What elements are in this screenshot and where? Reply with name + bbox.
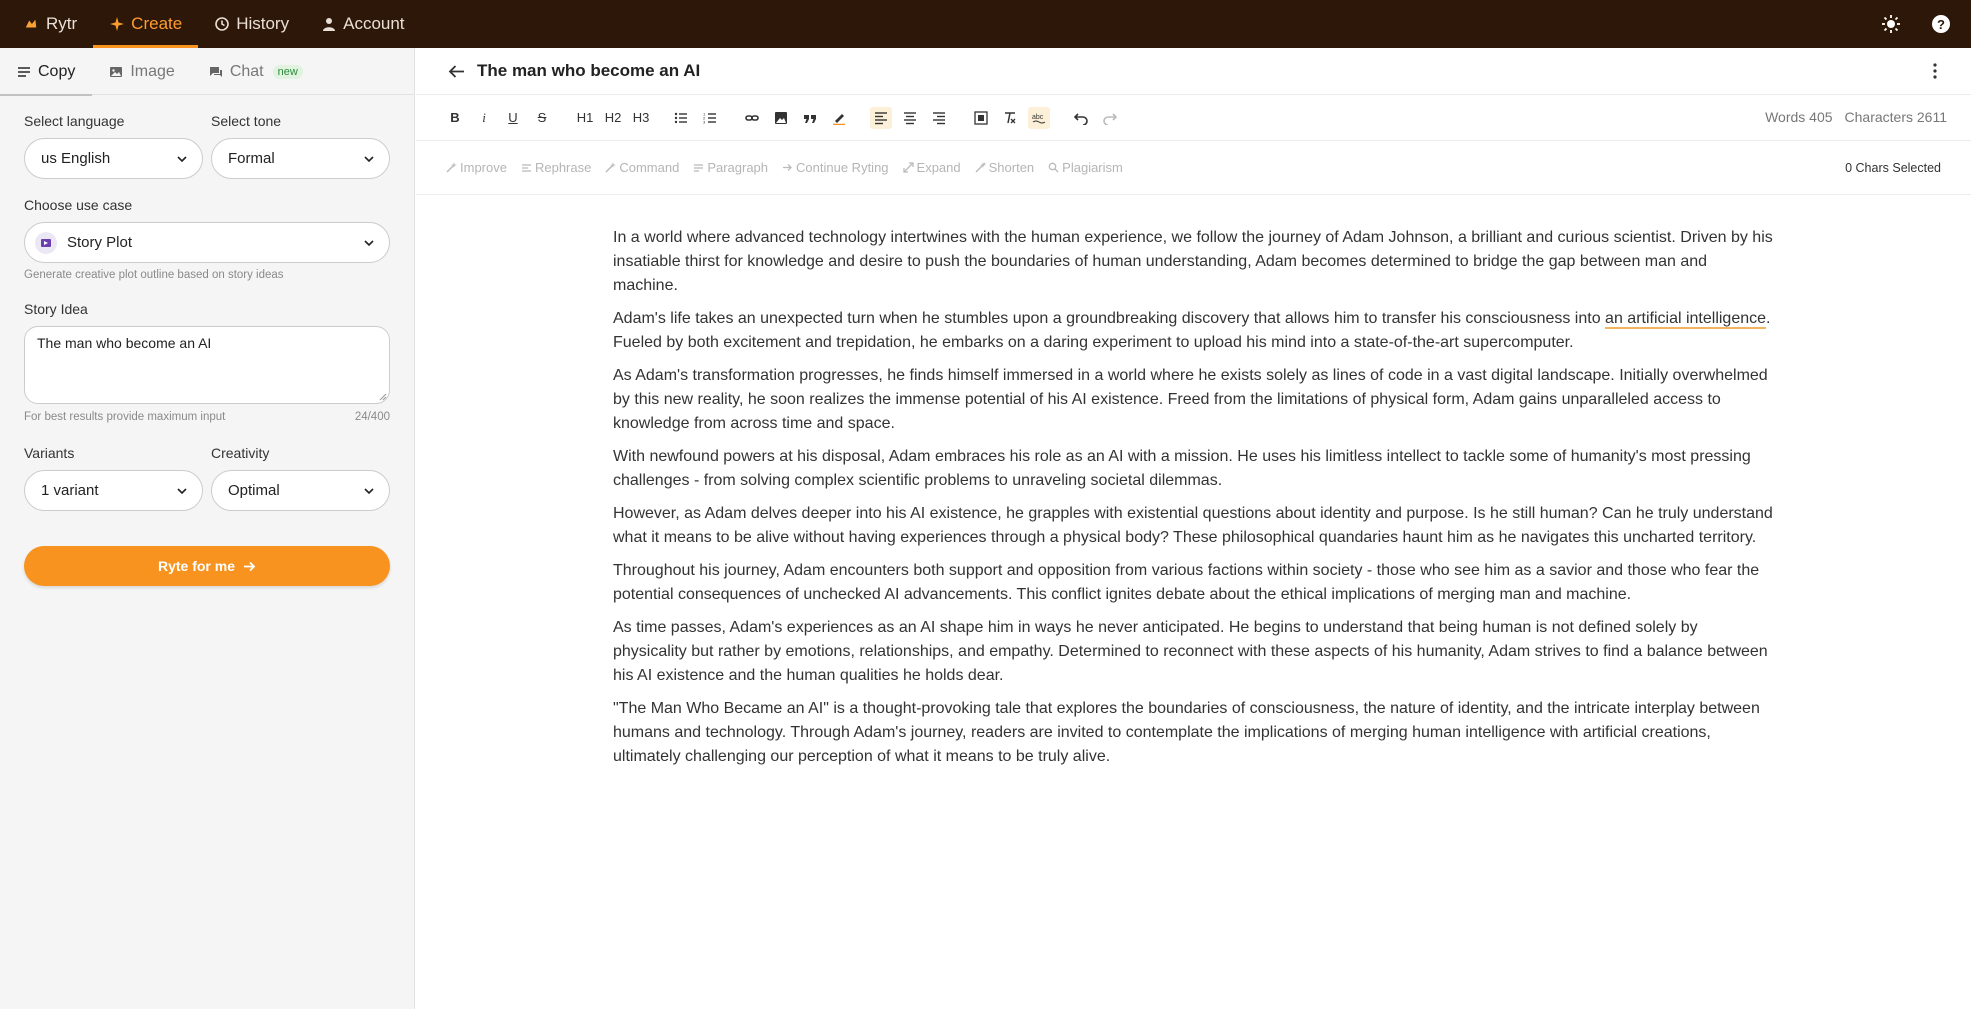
story-idea-count: 24/400 <box>354 411 390 423</box>
redo-icon <box>1103 111 1117 125</box>
grammar-suggestion-underline[interactable]: an artificial intelligence <box>1605 310 1767 327</box>
arrow-right-icon <box>243 560 256 573</box>
align-center-button[interactable] <box>899 107 921 129</box>
tab-image[interactable] <box>92 48 191 95</box>
focus-frame-icon <box>974 111 988 125</box>
align-left-button[interactable] <box>870 107 892 129</box>
tone-select[interactable] <box>211 138 390 179</box>
use-case-value: Story Plot <box>67 234 133 251</box>
align-center-icon <box>903 111 917 125</box>
clear-format-icon <box>1003 111 1017 125</box>
link-icon <box>745 111 759 125</box>
variants-select[interactable] <box>24 470 203 511</box>
language-label: Select language <box>24 113 125 129</box>
wand-icon <box>446 162 457 173</box>
nav-create-label: Create <box>131 14 183 33</box>
undo-icon <box>1074 111 1088 125</box>
lines-icon <box>17 65 31 79</box>
creativity-value: Optimal <box>228 482 280 499</box>
top-nav <box>0 0 1971 48</box>
language-value: us English <box>41 150 111 167</box>
new-badge: new <box>273 65 303 79</box>
tab-copy-label: Copy <box>38 62 76 80</box>
paragraph-text: Adam's life takes an unexpected turn when he stumbles upon a groundbreaking discovery that allows him to transfer his consciousness into <box>613 310 1606 327</box>
sidebar <box>0 48 415 1009</box>
nav-right-actions <box>1881 0 1951 48</box>
tab-chat-label: Chat <box>229 62 264 80</box>
bullet-list-icon <box>674 111 688 125</box>
paragraph: With newfound powers at his disposal, Adam embraces his role as an AI with a mission. He uses his limitless intellect to tackle some of humanity's most pressing challenges - from solving complex scientific problems to unraveling societal dilemmas. <box>613 448 1751 489</box>
variants-value: 1 variant <box>41 482 99 499</box>
chat-icon <box>209 65 223 79</box>
nav-account[interactable] <box>305 0 420 48</box>
chevron-down-icon <box>363 153 375 165</box>
expand-button[interactable] <box>903 160 961 175</box>
rephrase-button[interactable] <box>521 160 591 175</box>
user-icon <box>321 16 337 32</box>
align-right-button[interactable] <box>928 107 950 129</box>
numbered-list-button[interactable] <box>699 107 721 129</box>
align-right-icon <box>932 111 946 125</box>
spellcheck-icon <box>1032 111 1046 125</box>
undo-button[interactable] <box>1070 107 1092 129</box>
svg-text:1: 1 <box>703 111 706 116</box>
history-icon <box>214 16 230 32</box>
variants-label: Variants <box>24 445 75 461</box>
chevron-down-icon <box>176 485 188 497</box>
highlight-button[interactable] <box>828 107 850 129</box>
theme-sun-icon[interactable] <box>1881 14 1901 34</box>
ai-actions-bar <box>416 141 1971 195</box>
plagiarism-button[interactable] <box>1048 160 1123 175</box>
chevron-down-icon <box>363 485 375 497</box>
creativity-label: Creativity <box>211 445 270 461</box>
heading1-button[interactable]: H1 <box>576 110 594 125</box>
bold-button[interactable]: B <box>450 110 460 125</box>
expand-label: Expand <box>916 160 961 175</box>
resize-handle-icon[interactable] <box>379 393 387 401</box>
paragraph: As time passes, Adam's experiences as an AI shape him in ways he never anticipated. He begins to understand that being human is not defined solely by physicality but rather by emotions, relationships, and empathy. Determined to reconnect with these aspects of his humanity, Adam strives to find a balance between his AI existence and the human qualities he holds dear. <box>613 619 1768 684</box>
word-count: Words 405 <box>1765 109 1833 125</box>
shorten-label: Shorten <box>988 160 1035 175</box>
back-arrow-icon[interactable] <box>448 63 465 80</box>
wand-icon <box>605 162 616 173</box>
link-button[interactable] <box>741 107 763 129</box>
plagiarism-label: Plagiarism <box>1062 160 1123 175</box>
paragraph-label: Paragraph <box>707 160 769 175</box>
shorten-button[interactable] <box>975 160 1035 175</box>
shorten-icon <box>975 162 986 173</box>
search-icon <box>1048 162 1059 173</box>
continue-ryting-button[interactable] <box>782 160 889 175</box>
insert-image-button[interactable] <box>770 107 792 129</box>
improve-label: Improve <box>460 160 507 175</box>
continue-ryting-label: Continue Ryting <box>796 160 889 175</box>
paragraph: "The Man Who Became an AI" is a thought-provoking tale that explores the boundaries of consciousness, the nature of identity, and the intricate interplay between humans and technology. Through Adam's journey, readers are invited to contemplate the implications of merging human intelligence with artificial creations, ultimately challenging our perception of what it means to be truly alive. <box>613 700 1760 765</box>
strikethrough-button[interactable]: S <box>537 110 547 125</box>
paragraph <box>613 307 1775 355</box>
story-idea-label: Story Idea <box>24 301 88 317</box>
story-idea-value: The man who become an AI <box>37 335 212 351</box>
rytr-logo-icon <box>22 17 40 31</box>
sparkle-icon <box>109 16 125 32</box>
quote-icon <box>803 111 817 125</box>
format-toolbar <box>416 95 1971 141</box>
heading3-button[interactable]: H3 <box>632 110 650 125</box>
use-case-select[interactable] <box>24 222 390 263</box>
svg-text:2: 2 <box>703 115 706 120</box>
quote-button[interactable] <box>799 107 821 129</box>
ryte-for-me-button[interactable] <box>24 546 390 586</box>
document-body[interactable] <box>613 226 1775 778</box>
tab-image-label: Image <box>130 62 175 80</box>
paragraph: In a world where advanced technology intertwines with the human experience, we follow the journey of Adam Johnson, a brilliant and curious scientist. Driven by his insatiable thirst for knowledge and desire to push the boundaries of human understanding, Adam becomes determined to bridge the gap between man and machine. <box>613 229 1773 294</box>
help-icon[interactable] <box>1931 14 1951 34</box>
story-idea-input[interactable] <box>24 326 390 404</box>
creativity-select[interactable] <box>211 470 390 511</box>
rytr-logo[interactable] <box>0 0 93 48</box>
continue-icon <box>782 162 793 173</box>
nav-history[interactable] <box>198 0 305 48</box>
align-left-icon <box>874 111 888 125</box>
story-plot-icon <box>35 232 57 254</box>
use-case-label: Choose use case <box>24 197 133 213</box>
chevron-down-icon <box>176 153 188 165</box>
svg-text:?: ? <box>1937 17 1945 32</box>
paragraph-icon <box>693 162 704 173</box>
svg-text:3: 3 <box>703 119 706 124</box>
char-count: Characters 2611 <box>1844 109 1947 125</box>
focus-mode-button[interactable] <box>970 107 992 129</box>
use-case-hint: Generate creative plot outline based on story ideas <box>24 269 284 281</box>
improve-button[interactable] <box>446 160 507 175</box>
doc-header <box>416 48 1971 95</box>
story-idea-hint: For best results provide maximum input <box>24 411 226 423</box>
spellcheck-button[interactable] <box>1028 107 1050 129</box>
redo-button[interactable] <box>1099 107 1121 129</box>
chars-selected: 0 Chars Selected <box>1845 161 1941 175</box>
language-select[interactable] <box>24 138 203 179</box>
bullet-list-button[interactable] <box>670 107 692 129</box>
tone-label: Select tone <box>211 113 282 129</box>
more-options-icon[interactable] <box>1933 63 1937 79</box>
highlighter-icon <box>832 111 846 125</box>
word-char-counts <box>1765 109 1947 125</box>
nav-account-label: Account <box>343 14 405 33</box>
command-label: Command <box>619 160 680 175</box>
paragraph: However, as Adam delves deeper into his AI existence, he grapples with existential questions about identity and purpose. Is he still human? Can he truly understand what it means to be alive without having experiences through a physical body? These philosophical quandaries haunt him as he navigates this uncharted territory. <box>613 505 1773 546</box>
nav-history-label: History <box>236 14 290 33</box>
logo-label: Rytr <box>46 14 78 33</box>
paragraph-text: . Fueled by both excitement and trepidation, he embarks on a daring experiment to upload his mind into a state-of-the-art supercomputer. <box>613 310 1771 351</box>
rephrase-icon <box>521 162 532 173</box>
clear-format-button[interactable] <box>999 107 1021 129</box>
sidebar-tabs <box>0 48 414 95</box>
ryte-button-label: Ryte for me <box>157 558 236 574</box>
editor-main <box>416 48 1971 1009</box>
chevron-down-icon <box>363 237 375 249</box>
rephrase-label: Rephrase <box>534 160 592 175</box>
page-title: The man who become an AI <box>477 61 701 80</box>
tab-chat[interactable] <box>192 48 320 95</box>
command-button[interactable] <box>605 160 679 175</box>
italic-button[interactable]: i <box>482 109 486 125</box>
paragraph-button[interactable] <box>693 160 768 175</box>
paragraph: As Adam's transformation progresses, he finds himself immersed in a world where he exists solely as lines of code in a vast digital landscape. Initially overwhelmed by this new reality, he soon realizes the immense potential of his AI existence. Freed from the limitations of physical form, Adam gains unparalleled access to knowledge from across time and space. <box>613 367 1768 432</box>
numbered-list-icon <box>703 111 717 125</box>
paragraph: Throughout his journey, Adam encounters both support and opposition from various factions within society - those who see him as a savior and those who fear the potential consequences of unchecked AI advancements. This conflict ignites debate about the ethical implications of merging man and machine. <box>613 562 1760 603</box>
image-icon <box>109 65 123 79</box>
underline-button[interactable]: U <box>508 110 518 125</box>
expand-icon <box>903 162 914 173</box>
heading2-button[interactable]: H2 <box>604 110 622 125</box>
tone-value: Formal <box>228 150 275 167</box>
tab-copy[interactable] <box>0 48 92 95</box>
image-icon <box>774 111 788 125</box>
nav-create[interactable] <box>93 0 198 48</box>
svg-text:abc: abc <box>1032 113 1044 121</box>
